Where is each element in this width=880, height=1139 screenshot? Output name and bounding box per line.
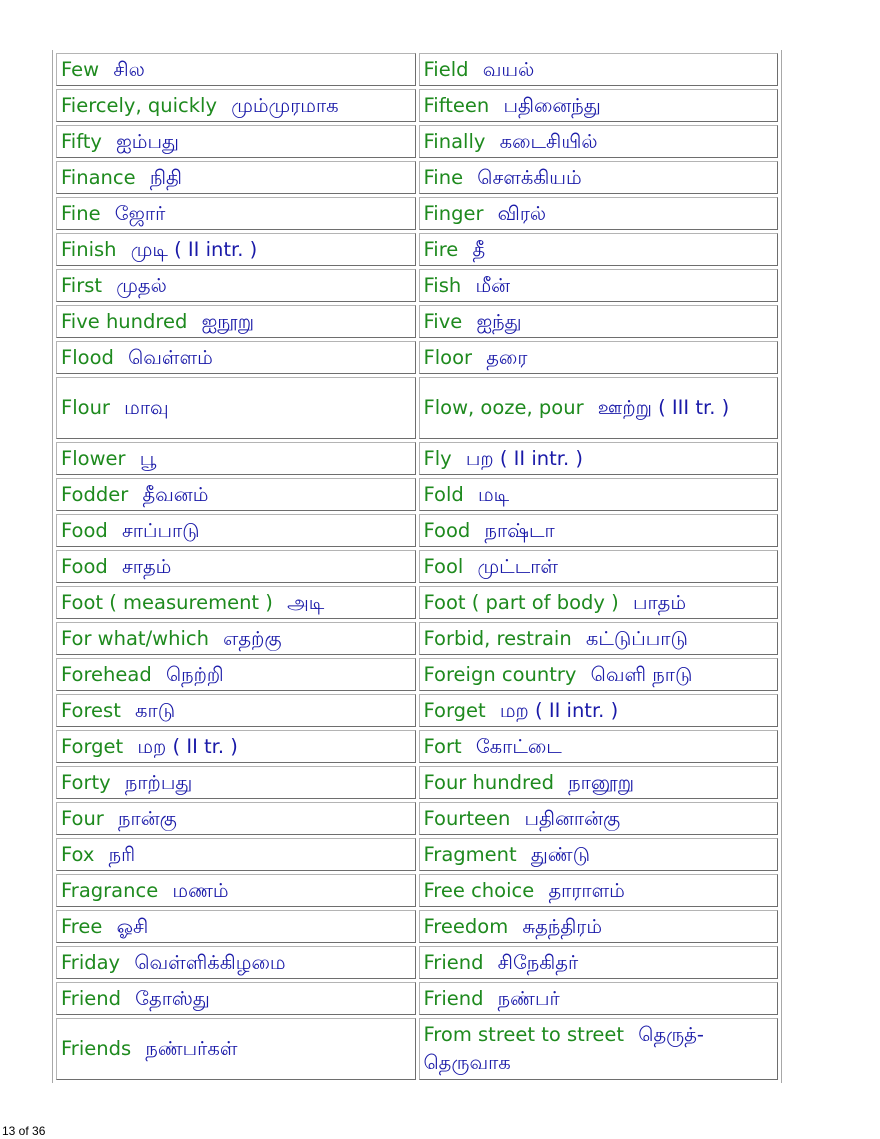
entry-cell-right [419,586,779,619]
table-row [56,802,778,835]
tamil-translation: ஐம்பது [116,130,179,153]
tamil-translation: கடைசியில் [499,130,598,153]
entry-cell-left [56,269,416,302]
tamil-translation: சிநேகிதர் [497,951,579,974]
english-word: Foot ( part of body ) [423,591,619,614]
entry-cell-left [56,946,416,979]
table-row [56,1018,778,1080]
entry-cell-right [419,730,779,763]
tamil-translation: நான்கு [118,807,177,830]
english-word: Foreign country [423,663,577,686]
tamil-translation: மடி [477,483,510,506]
english-word: Foot ( measurement ) [61,591,273,614]
tamil-translation: விரல் [497,202,547,225]
entry-cell-left [56,341,416,374]
page-number: 13 of 36 [2,1124,46,1138]
tamil-translation: மும்முரமாக [231,94,339,117]
tamil-translation: தீவனம் [142,483,209,506]
tamil-translation: மணம் [172,879,229,902]
english-word: Fort [423,735,462,758]
english-word: Food [61,519,108,542]
entry-cell-right [419,233,779,266]
english-word: Five [423,310,463,333]
english-word: Free [61,915,103,938]
entry-cell-left [56,766,416,799]
tamil-translation: பாதம் [632,591,687,614]
entry-cell-right [419,341,779,374]
entry-cell-right [419,269,779,302]
english-word: Friends [61,1037,132,1060]
entry-cell-left [56,53,416,86]
dictionary-body [56,53,778,1080]
english-word: From street to street [423,1023,625,1046]
entry-cell-right [419,658,779,691]
table-row [56,550,778,583]
tamil-translation: வயல் [482,58,535,81]
entry-cell-left [56,550,416,583]
english-word: Forget [423,699,486,722]
tamil-translation: நெற்றி [165,663,224,686]
english-word: Fold [423,483,464,506]
english-word: Forest [61,699,121,722]
english-word: Field [423,58,469,81]
entry-cell-left [56,305,416,338]
entry-cell-right [419,377,779,439]
english-word: Forbid, restrain [423,627,572,650]
english-word: First [61,274,103,297]
entry-cell-left [56,233,416,266]
entry-cell-left [56,442,416,475]
tamil-translation: முதல் [116,274,167,297]
entry-cell-left [56,802,416,835]
english-word: Four hundred [423,771,554,794]
tamil-translation: துண்டு [530,843,590,866]
english-word: Flour [61,396,110,419]
tamil-translation: நானூறு [568,771,635,794]
english-word: Flow, ooze, pour [423,396,584,419]
english-word: Freedom [423,915,509,938]
english-word: Fine [423,166,464,189]
tamil-translation: நண்பர் [497,987,560,1010]
english-word: Fly [423,447,452,470]
tamil-translation: முட்டாள் [477,555,558,578]
table-row [56,161,778,194]
table-row [56,305,778,338]
english-word: Fodder [61,483,129,506]
table-row [56,622,778,655]
tamil-translation: சில [113,58,145,81]
tamil-translation: ஐந்து [476,310,522,333]
tamil-translation: ஜோர் [114,202,166,225]
english-word: Fragment [423,843,517,866]
entry-cell-left [56,478,416,511]
tamil-translation: வெளி நாடு [590,663,693,686]
english-word: Fire [423,238,459,261]
english-word: Fragrance [61,879,159,902]
english-word: Forty [61,771,111,794]
table-row [56,910,778,943]
table-row [56,514,778,547]
english-word: Friend [61,987,121,1010]
entry-cell-right [419,982,779,1015]
tamil-translation: பற ( II intr. ) [465,447,584,470]
table-row [56,269,778,302]
entry-cell-left [56,377,416,439]
table-row [56,766,778,799]
tamil-translation: சாதம் [121,555,172,578]
tamil-translation: தெருத்-தெருவாக [423,1023,704,1074]
entry-cell-right [419,910,779,943]
table-row [56,982,778,1015]
tamil-translation: மாவு [124,396,169,419]
tamil-translation: தரை [486,346,528,369]
tamil-translation: அடி [287,591,325,614]
entry-cell-left [56,730,416,763]
entry-cell-right [419,694,779,727]
english-word: Fiercely, quickly [61,94,217,117]
english-word: Fifty [61,130,102,153]
entry-cell-left [56,514,416,547]
entry-cell-left [56,874,416,907]
entry-cell-right [419,514,779,547]
entry-cell-right [419,550,779,583]
english-word: Food [423,519,471,542]
entry-cell-right [419,622,779,655]
english-word: Fourteen [423,807,511,830]
english-word: Fool [423,555,464,578]
english-word: Fox [61,843,95,866]
tamil-translation: நிதி [149,166,182,189]
table-row [56,730,778,763]
tamil-translation: கோட்டை [475,735,562,758]
entry-cell-right [419,802,779,835]
tamil-translation: மற ( II intr. ) [499,699,619,722]
tamil-translation: வெள்ளம் [128,346,213,369]
tamil-translation: மற ( II tr. ) [137,735,238,758]
entry-cell-right [419,1018,779,1080]
entry-cell-right [419,305,779,338]
english-word: Fifteen [423,94,490,117]
entry-cell-left [56,982,416,1015]
entry-cell-right [419,89,779,122]
tamil-translation: நரி [108,843,136,866]
table-row [56,377,778,439]
english-word: Food [61,555,108,578]
tamil-translation: நாற்பது [124,771,193,794]
entry-cell-left [56,125,416,158]
english-word: Friday [61,951,121,974]
english-word: Finally [423,130,486,153]
tamil-translation: வெள்ளிக்கிழமை [134,951,286,974]
tamil-translation: பதினான்கு [524,807,621,830]
table-row [56,694,778,727]
entry-cell-left [56,838,416,871]
dictionary-table [52,50,782,1083]
tamil-translation: நாஷ்டா [484,519,555,542]
english-word: Finish [61,238,117,261]
entry-cell-left [56,197,416,230]
entry-cell-left [56,1018,416,1080]
table-row [56,125,778,158]
entry-cell-left [56,161,416,194]
table-row [56,341,778,374]
tamil-translation: ஓசி [116,915,149,938]
english-word: Friend [423,951,484,974]
english-word: Floor [423,346,473,369]
tamil-translation: காடு [135,699,176,722]
tamil-translation: தோஸ்து [135,987,210,1010]
english-word: Forehead [61,663,152,686]
entry-cell-left [56,910,416,943]
english-word: Four [61,807,104,830]
entry-cell-right [419,838,779,871]
english-word: Finger [423,202,484,225]
tamil-translation: சௌக்கியம் [477,166,582,189]
table-row [56,874,778,907]
entry-cell-right [419,161,779,194]
entry-cell-left [56,658,416,691]
tamil-translation: ஊற்று ( III tr. ) [597,396,730,419]
entry-cell-right [419,874,779,907]
tamil-translation: பூ [139,447,157,470]
table-row [56,89,778,122]
tamil-translation: ஐநூறு [201,310,255,333]
entry-cell-right [419,946,779,979]
entry-cell-right [419,125,779,158]
tamil-translation: சாப்பாடு [121,519,200,542]
entry-cell-right [419,478,779,511]
entry-cell-right [419,766,779,799]
english-word: Flower [61,447,126,470]
entry-cell-left [56,89,416,122]
english-word: Forget [61,735,124,758]
english-word: Fine [61,202,101,225]
tamil-translation: பதினைந்து [503,94,601,117]
english-word: Friend [423,987,484,1010]
english-word: Fish [423,274,462,297]
tamil-translation: கட்டுப்பாடு [585,627,688,650]
english-word: Five hundred [61,310,188,333]
tamil-translation: மீன் [475,274,511,297]
table-row [56,442,778,475]
table-row [56,586,778,619]
english-word: For what/which [61,627,209,650]
table-row [56,658,778,691]
entry-cell-right [419,442,779,475]
entry-cell-left [56,586,416,619]
english-word: Flood [61,346,114,369]
tamil-translation: நண்பர்கள் [145,1037,238,1060]
english-word: Finance [61,166,136,189]
tamil-translation: தீ [472,238,486,261]
table-row [56,233,778,266]
entry-cell-left [56,622,416,655]
english-word: Free choice [423,879,535,902]
entry-cell-left [56,694,416,727]
tamil-translation: தாராளம் [548,879,625,902]
table-row [56,838,778,871]
entry-cell-right [419,53,779,86]
tamil-translation: சுதந்திரம் [522,915,603,938]
entry-cell-right [419,197,779,230]
table-row [56,53,778,86]
tamil-translation: எதற்கு [223,627,282,650]
table-row [56,197,778,230]
table-row [56,946,778,979]
tamil-translation: முடி ( II intr. ) [130,238,258,261]
table-row [56,478,778,511]
english-word: Few [61,58,100,81]
